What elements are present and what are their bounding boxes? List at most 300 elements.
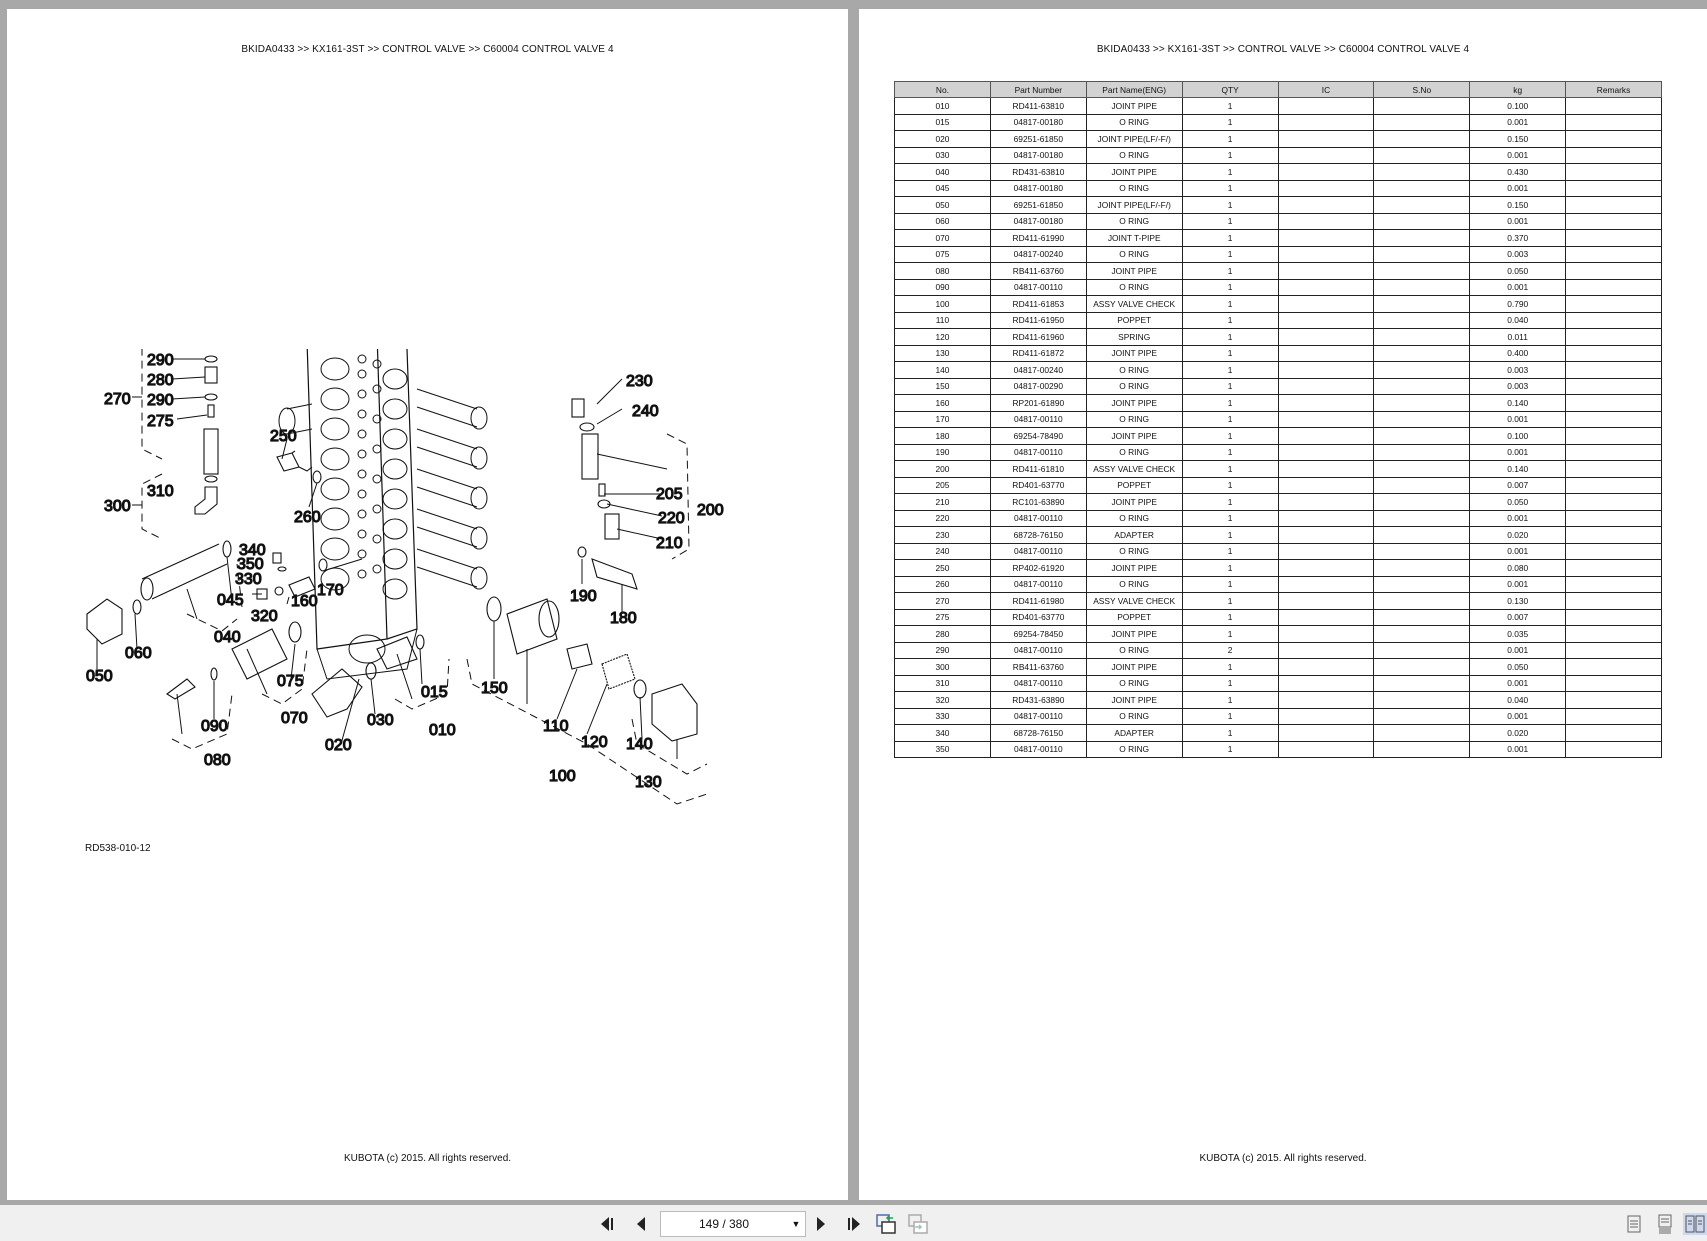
callout-240: 240 — [632, 403, 659, 420]
cell-ic — [1278, 197, 1374, 214]
callout-330: 330 — [235, 571, 262, 588]
cell-no: 030 — [895, 147, 991, 164]
cell-remarks — [1566, 461, 1662, 478]
table-row — [895, 131, 1662, 148]
cell-no: 150 — [895, 378, 991, 395]
table-row — [895, 642, 1662, 659]
cell-kg: 0.050 — [1470, 263, 1566, 280]
cell-ic — [1278, 659, 1374, 676]
cell-sno — [1374, 378, 1470, 395]
callout-070: 070 — [281, 710, 308, 727]
cell-remarks — [1566, 345, 1662, 362]
cell-sno — [1374, 560, 1470, 577]
cell-qty: 1 — [1182, 510, 1278, 527]
cell-remarks — [1566, 180, 1662, 197]
cell-no: 270 — [895, 593, 991, 610]
table-row — [895, 395, 1662, 412]
next-view-button[interactable] — [907, 1213, 929, 1235]
callout-080: 080 — [204, 752, 231, 769]
cell-ic — [1278, 180, 1374, 197]
cell-ic — [1278, 708, 1374, 725]
cell-part-name: POPPET — [1086, 312, 1182, 329]
cell-remarks — [1566, 741, 1662, 758]
cell-part-name: O RING — [1086, 246, 1182, 263]
table-row — [895, 725, 1662, 742]
cell-no: 050 — [895, 197, 991, 214]
table-row — [895, 213, 1662, 230]
last-page-button[interactable] — [841, 1213, 863, 1235]
table-row — [895, 230, 1662, 247]
cell-sno — [1374, 114, 1470, 131]
cell-no: 010 — [895, 98, 991, 115]
callout-075: 075 — [277, 673, 304, 690]
single-page-view-icon — [1627, 1215, 1641, 1233]
cell-kg: 0.001 — [1470, 543, 1566, 560]
table-row — [895, 147, 1662, 164]
cell-sno — [1374, 576, 1470, 593]
cell-remarks — [1566, 230, 1662, 247]
cell-ic — [1278, 428, 1374, 445]
cell-remarks — [1566, 576, 1662, 593]
cell-sno — [1374, 708, 1470, 725]
callout-010: 010 — [429, 722, 456, 739]
cell-qty: 1 — [1182, 362, 1278, 379]
cell-no: 160 — [895, 395, 991, 412]
cell-sno — [1374, 609, 1470, 626]
cell-sno — [1374, 296, 1470, 313]
cell-part-name: O RING — [1086, 741, 1182, 758]
cell-sno — [1374, 246, 1470, 263]
cell-ic — [1278, 312, 1374, 329]
cell-no: 170 — [895, 411, 991, 428]
cell-ic — [1278, 329, 1374, 346]
cell-part-name: O RING — [1086, 576, 1182, 593]
table-row — [895, 246, 1662, 263]
cell-sno — [1374, 329, 1470, 346]
cell-qty: 1 — [1182, 378, 1278, 395]
cell-no: 090 — [895, 279, 991, 296]
cell-kg: 0.001 — [1470, 708, 1566, 725]
cell-part-name: POPPET — [1086, 609, 1182, 626]
cell-part-name: JOINT PIPE — [1086, 395, 1182, 412]
cell-ic — [1278, 642, 1374, 659]
cell-part-name: O RING — [1086, 147, 1182, 164]
cell-sno — [1374, 593, 1470, 610]
next-view-icon — [907, 1213, 929, 1235]
cell-qty: 1 — [1182, 131, 1278, 148]
cell-qty: 1 — [1182, 180, 1278, 197]
cell-ic — [1278, 725, 1374, 742]
cell-no: 130 — [895, 345, 991, 362]
cell-sno — [1374, 164, 1470, 181]
two-page-view-button[interactable] — [1683, 1213, 1707, 1235]
cell-kg: 0.150 — [1470, 197, 1566, 214]
callout-340: 340 — [239, 542, 266, 559]
cell-no: 190 — [895, 444, 991, 461]
cell-part-name: O RING — [1086, 114, 1182, 131]
cell-part-number: 04817-00110 — [990, 444, 1086, 461]
cell-qty: 1 — [1182, 543, 1278, 560]
table-row — [895, 626, 1662, 643]
cell-sno — [1374, 279, 1470, 296]
cell-qty: 1 — [1182, 593, 1278, 610]
table-row — [895, 428, 1662, 445]
cell-part-name: ADAPTER — [1086, 527, 1182, 544]
cell-sno — [1374, 659, 1470, 676]
cell-sno — [1374, 98, 1470, 115]
cell-remarks — [1566, 675, 1662, 692]
callout-040: 040 — [214, 629, 241, 646]
cell-qty: 1 — [1182, 626, 1278, 643]
cell-remarks — [1566, 213, 1662, 230]
cell-no: 220 — [895, 510, 991, 527]
cell-no: 140 — [895, 362, 991, 379]
cell-part-name: O RING — [1086, 362, 1182, 379]
cell-qty: 1 — [1182, 147, 1278, 164]
cell-sno — [1374, 444, 1470, 461]
cell-part-name: POPPET — [1086, 477, 1182, 494]
cell-kg: 0.050 — [1470, 659, 1566, 676]
callout-160: 160 — [291, 593, 318, 610]
cell-ic — [1278, 527, 1374, 544]
cell-kg: 0.080 — [1470, 560, 1566, 577]
cell-kg: 0.040 — [1470, 312, 1566, 329]
cell-sno — [1374, 692, 1470, 709]
header-sno: S.No — [1374, 82, 1470, 98]
cell-qty: 1 — [1182, 164, 1278, 181]
cell-qty: 1 — [1182, 576, 1278, 593]
cell-ic — [1278, 543, 1374, 560]
cell-qty: 1 — [1182, 741, 1278, 758]
cell-kg: 0.001 — [1470, 114, 1566, 131]
cell-part-name: JOINT PIPE(LF/-F/) — [1086, 131, 1182, 148]
cell-remarks — [1566, 708, 1662, 725]
cell-ic — [1278, 692, 1374, 709]
cell-ic — [1278, 626, 1374, 643]
cell-ic — [1278, 494, 1374, 511]
breadcrumb: BKIDA0433 >> KX161-3ST >> CONTROL VALVE >> C60004 CONTROL VALVE 4 — [1096, 44, 1470, 55]
cell-no: 200 — [895, 461, 991, 478]
cell-qty: 1 — [1182, 725, 1278, 742]
continuous-view-button[interactable] — [1655, 1213, 1675, 1235]
callout-030: 030 — [367, 712, 394, 729]
cell-sno — [1374, 510, 1470, 527]
cell-kg: 0.140 — [1470, 461, 1566, 478]
cell-part-name: O RING — [1086, 378, 1182, 395]
cell-qty: 1 — [1182, 527, 1278, 544]
first-page-button[interactable] — [598, 1213, 620, 1235]
cell-part-name: ASSY VALVE CHECK — [1086, 593, 1182, 610]
continuous-view-icon — [1658, 1214, 1672, 1234]
cell-part-name: JOINT PIPE — [1086, 494, 1182, 511]
cell-qty: 1 — [1182, 98, 1278, 115]
cell-part-name: O RING — [1086, 510, 1182, 527]
cell-ic — [1278, 279, 1374, 296]
cell-remarks — [1566, 164, 1662, 181]
table-row — [895, 741, 1662, 758]
cell-qty: 1 — [1182, 494, 1278, 511]
cell-remarks — [1566, 444, 1662, 461]
cell-part-number: RP201-61890 — [990, 395, 1086, 412]
cell-ic — [1278, 675, 1374, 692]
cell-no: 240 — [895, 543, 991, 560]
cell-qty: 1 — [1182, 197, 1278, 214]
callout-250: 250 — [270, 428, 297, 445]
cell-part-number: 04817-00180 — [990, 114, 1086, 131]
previous-page-button[interactable] — [630, 1213, 652, 1235]
table-row — [895, 197, 1662, 214]
cell-kg: 0.140 — [1470, 395, 1566, 412]
cell-remarks — [1566, 263, 1662, 280]
cell-part-number: 69251-61850 — [990, 197, 1086, 214]
table-row — [895, 329, 1662, 346]
cell-remarks — [1566, 494, 1662, 511]
cell-qty: 1 — [1182, 560, 1278, 577]
cell-part-number: 68728-76150 — [990, 527, 1086, 544]
cell-qty: 1 — [1182, 312, 1278, 329]
cell-no: 290 — [895, 642, 991, 659]
callout-310: 310 — [147, 483, 174, 500]
cell-part-number: RD411-61872 — [990, 345, 1086, 362]
table-row — [895, 560, 1662, 577]
cell-kg: 0.150 — [1470, 131, 1566, 148]
cell-no: 205 — [895, 477, 991, 494]
cell-no: 120 — [895, 329, 991, 346]
cell-kg: 0.020 — [1470, 725, 1566, 742]
cell-sno — [1374, 527, 1470, 544]
callout-260: 260 — [294, 509, 321, 526]
cell-remarks — [1566, 296, 1662, 313]
cell-part-number: 04817-00290 — [990, 378, 1086, 395]
cell-kg: 0.001 — [1470, 180, 1566, 197]
cell-remarks — [1566, 626, 1662, 643]
cell-kg: 0.011 — [1470, 329, 1566, 346]
cell-sno — [1374, 411, 1470, 428]
cell-part-name: JOINT PIPE — [1086, 692, 1182, 709]
callout-275: 275 — [147, 413, 174, 430]
cell-part-name: O RING — [1086, 180, 1182, 197]
cell-no: 080 — [895, 263, 991, 280]
table-row — [895, 494, 1662, 511]
callout-290b: 290 — [147, 392, 174, 409]
cell-part-number: 04817-00110 — [990, 543, 1086, 560]
callout-190: 190 — [570, 588, 597, 605]
cell-kg: 0.790 — [1470, 296, 1566, 313]
callout-100: 100 — [549, 768, 576, 785]
previous-page-icon — [635, 1216, 647, 1232]
cell-no: 230 — [895, 527, 991, 544]
cell-part-number: RB411-63760 — [990, 659, 1086, 676]
table-row — [895, 180, 1662, 197]
callout-280: 280 — [147, 372, 174, 389]
cell-qty: 1 — [1182, 477, 1278, 494]
cell-kg: 0.035 — [1470, 626, 1566, 643]
cell-part-name: ASSY VALVE CHECK — [1086, 296, 1182, 313]
cell-no: 020 — [895, 131, 991, 148]
cell-ic — [1278, 510, 1374, 527]
cell-remarks — [1566, 98, 1662, 115]
cell-remarks — [1566, 527, 1662, 544]
callout-120: 120 — [581, 734, 608, 751]
cell-kg: 0.020 — [1470, 527, 1566, 544]
cell-no: 210 — [895, 494, 991, 511]
page-indicator: 149 / 380 — [698, 1217, 750, 1231]
cell-part-number: RD401-63770 — [990, 477, 1086, 494]
header-remarks: Remarks — [1566, 82, 1662, 98]
cell-sno — [1374, 477, 1470, 494]
cell-kg: 0.050 — [1470, 494, 1566, 511]
cell-ic — [1278, 147, 1374, 164]
cell-qty: 1 — [1182, 246, 1278, 263]
breadcrumb: BKIDA0433 >> KX161-3ST >> CONTROL VALVE >> C60004 CONTROL VALVE 4 — [241, 44, 614, 55]
table-row — [895, 609, 1662, 626]
cell-kg: 0.001 — [1470, 444, 1566, 461]
cell-part-number: 04817-00180 — [990, 180, 1086, 197]
cell-remarks — [1566, 609, 1662, 626]
cell-part-name: ASSY VALVE CHECK — [1086, 461, 1182, 478]
cell-qty: 2 — [1182, 642, 1278, 659]
cell-part-name: O RING — [1086, 543, 1182, 560]
cell-sno — [1374, 180, 1470, 197]
cell-part-number: RD411-61960 — [990, 329, 1086, 346]
cell-part-name: SPRING — [1086, 329, 1182, 346]
cell-ic — [1278, 263, 1374, 280]
cell-no: 070 — [895, 230, 991, 247]
cell-part-number: 69251-61850 — [990, 131, 1086, 148]
copyright-footer: KUBOTA (c) 2015. All rights reserved. — [1199, 1153, 1367, 1164]
cell-kg: 0.130 — [1470, 593, 1566, 610]
cell-kg: 0.007 — [1470, 477, 1566, 494]
cell-kg: 0.040 — [1470, 692, 1566, 709]
cell-part-name: O RING — [1086, 708, 1182, 725]
cell-no: 180 — [895, 428, 991, 445]
callout-140: 140 — [626, 736, 653, 753]
cell-sno — [1374, 543, 1470, 560]
callout-170: 170 — [317, 582, 344, 599]
next-page-button[interactable] — [810, 1213, 832, 1235]
cell-part-name: O RING — [1086, 411, 1182, 428]
cell-ic — [1278, 461, 1374, 478]
cell-kg: 0.001 — [1470, 147, 1566, 164]
cell-no: 340 — [895, 725, 991, 742]
cell-remarks — [1566, 329, 1662, 346]
cell-remarks — [1566, 560, 1662, 577]
cell-qty: 1 — [1182, 461, 1278, 478]
cell-part-name: O RING — [1086, 213, 1182, 230]
callout-300: 300 — [104, 498, 131, 515]
cell-sno — [1374, 741, 1470, 758]
cell-kg: 0.001 — [1470, 213, 1566, 230]
cell-no: 045 — [895, 180, 991, 197]
table-header-row — [895, 82, 1662, 98]
cell-kg: 0.400 — [1470, 345, 1566, 362]
callout-320: 320 — [251, 608, 278, 625]
cell-remarks — [1566, 477, 1662, 494]
table-row — [895, 527, 1662, 544]
cell-part-name: JOINT PIPE — [1086, 263, 1182, 280]
cell-qty: 1 — [1182, 296, 1278, 313]
table-row — [895, 461, 1662, 478]
cell-ic — [1278, 296, 1374, 313]
cell-sno — [1374, 213, 1470, 230]
table-row — [895, 312, 1662, 329]
cell-sno — [1374, 131, 1470, 148]
cell-part-number: 04817-00110 — [990, 576, 1086, 593]
callout-230: 230 — [626, 373, 653, 390]
cell-remarks — [1566, 197, 1662, 214]
cell-ic — [1278, 213, 1374, 230]
cell-sno — [1374, 362, 1470, 379]
cell-remarks — [1566, 279, 1662, 296]
cell-kg: 0.430 — [1470, 164, 1566, 181]
cell-sno — [1374, 642, 1470, 659]
cell-no: 040 — [895, 164, 991, 181]
cell-no: 075 — [895, 246, 991, 263]
single-page-view-button[interactable] — [1624, 1213, 1644, 1235]
chevron-down-icon[interactable]: ▼ — [791, 1219, 801, 1229]
pdf-page-left — [7, 9, 848, 1200]
cell-no: 330 — [895, 708, 991, 725]
cell-part-number: 04817-00110 — [990, 279, 1086, 296]
cell-remarks — [1566, 246, 1662, 263]
cell-part-name: JOINT PIPE — [1086, 164, 1182, 181]
copyright-footer: KUBOTA (c) 2015. All rights reserved. — [343, 1153, 512, 1164]
cell-ic — [1278, 395, 1374, 412]
cell-qty: 1 — [1182, 609, 1278, 626]
table-row — [895, 543, 1662, 560]
cell-ic — [1278, 230, 1374, 247]
cell-part-name: JOINT PIPE — [1086, 626, 1182, 643]
header-part-name: Part Name(ENG) — [1086, 82, 1182, 98]
cell-part-name: O RING — [1086, 642, 1182, 659]
cell-part-number: 04817-00110 — [990, 741, 1086, 758]
cell-qty: 1 — [1182, 411, 1278, 428]
cell-part-name: JOINT PIPE — [1086, 560, 1182, 577]
cell-part-number: RD411-63810 — [990, 98, 1086, 115]
table-row — [895, 675, 1662, 692]
cell-remarks — [1566, 692, 1662, 709]
cell-part-name: JOINT PIPE — [1086, 659, 1182, 676]
cell-part-name: JOINT PIPE(LF/-F/) — [1086, 197, 1182, 214]
cell-ic — [1278, 378, 1374, 395]
cell-ic — [1278, 477, 1374, 494]
cell-qty: 1 — [1182, 692, 1278, 709]
cell-ic — [1278, 131, 1374, 148]
cell-qty: 1 — [1182, 263, 1278, 280]
cell-part-number: 04817-00110 — [990, 708, 1086, 725]
cell-part-number: RD411-61950 — [990, 312, 1086, 329]
exploded-parts-diagram — [77, 349, 797, 889]
cell-remarks — [1566, 725, 1662, 742]
cell-part-number: RD411-61810 — [990, 461, 1086, 478]
page-number-field[interactable] — [660, 1211, 806, 1237]
cell-part-number: 04817-00110 — [990, 675, 1086, 692]
cell-qty: 1 — [1182, 708, 1278, 725]
header-no: No. — [895, 82, 991, 98]
cell-part-name: JOINT T-PIPE — [1086, 230, 1182, 247]
cell-part-number: RC101-63890 — [990, 494, 1086, 511]
cell-part-number: RB411-63760 — [990, 263, 1086, 280]
cell-remarks — [1566, 642, 1662, 659]
cell-ic — [1278, 609, 1374, 626]
callout-130: 130 — [635, 774, 662, 791]
callout-220: 220 — [658, 510, 685, 527]
pdf-navigation-toolbar — [0, 1205, 1707, 1241]
cell-qty: 1 — [1182, 279, 1278, 296]
parts-table-body — [895, 98, 1662, 758]
previous-view-button[interactable] — [875, 1213, 897, 1235]
cell-no: 350 — [895, 741, 991, 758]
